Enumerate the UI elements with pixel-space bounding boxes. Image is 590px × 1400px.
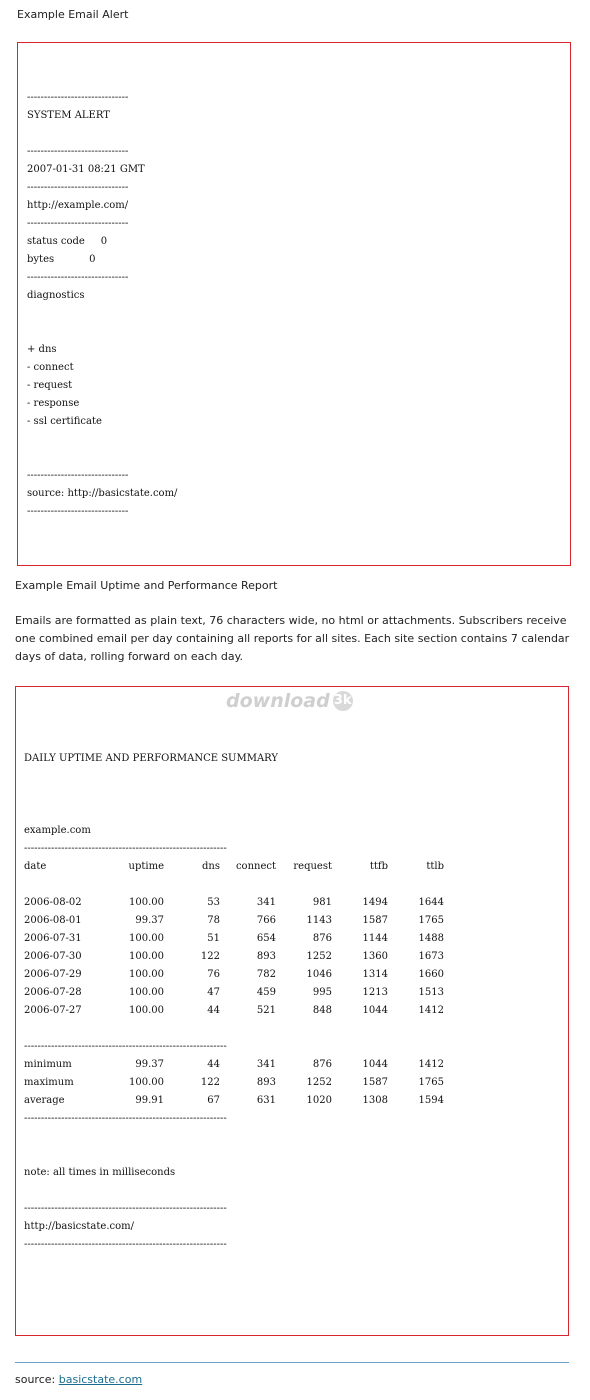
cell-request: 1020: [306, 1095, 332, 1106]
report-description: Emails are formatted as plain text, 76 characters wide, no html or attachments. Subscribers receive one combined email per day containing all reports for all sites. Each site section contains 7 calendar days of data, rolling forward on each day.: [15, 614, 570, 663]
alert-text-line: - response: [27, 398, 80, 409]
alert-text-line: [27, 125, 177, 143]
cell-date: date: [24, 861, 47, 872]
cell-ttlb: 1644: [418, 897, 444, 908]
alert-separator-line: ------------------------------: [27, 218, 129, 229]
cell-dns: 53: [207, 897, 220, 908]
cell-ttlb: 1660: [418, 969, 444, 980]
footer-url: http://basicstate.com/: [24, 1221, 134, 1232]
cell-dns: 47: [207, 987, 220, 998]
cell-connect: 782: [256, 969, 276, 980]
cell-ttfb: 1144: [362, 933, 388, 944]
report-title: DAILY UPTIME AND PERFORMANCE SUMMARY: [24, 753, 278, 764]
cell-uptime: 100.00: [129, 897, 164, 908]
alert-text-line: SYSTEM ALERT: [27, 110, 110, 121]
alert-text-line: [27, 431, 177, 449]
cell-ttlb: 1412: [418, 1059, 444, 1070]
source-link[interactable]: basicstate.com: [58, 1373, 143, 1386]
alert-separator-line: ------------------------------: [27, 92, 129, 103]
alert-text-line: + dns: [27, 344, 57, 355]
alert-heading: Example Email Alert: [17, 8, 129, 21]
cell-date: 2006-08-02: [24, 897, 82, 908]
separator-line: ------------------------------------------------------------: [24, 1239, 227, 1250]
cell-date: 2006-07-29: [24, 969, 82, 980]
cell-ttlb: ttlb: [426, 861, 444, 872]
alert-separator-line: ------------------------------: [27, 272, 129, 283]
cell-request: 1143: [306, 915, 332, 926]
watermark-text: download: [226, 690, 330, 712]
cell-dns: 78: [207, 915, 220, 926]
cell-request: 1252: [306, 951, 332, 962]
cell-connect: 766: [256, 915, 276, 926]
cell-date: 2006-08-01: [24, 915, 82, 926]
cell-ttlb: 1513: [418, 987, 444, 998]
cell-connect: 893: [256, 1077, 276, 1088]
cell-request: 1046: [306, 969, 332, 980]
cell-ttfb: 1494: [362, 897, 388, 908]
source-line: [15, 1373, 142, 1386]
cell-uptime: 100.00: [129, 951, 164, 962]
cell-ttfb: 1044: [362, 1005, 388, 1016]
cell-uptime: uptime: [128, 861, 164, 872]
separator-line: ------------------------------------------------------------: [24, 1041, 227, 1052]
source-label: source:: [15, 1373, 56, 1386]
cell-connect: 341: [256, 1059, 276, 1070]
report-heading: Example Email Uptime and Performance Report: [15, 579, 278, 592]
cell-request: 995: [312, 987, 332, 998]
cell-connect: 893: [256, 951, 276, 962]
cell-ttfb: 1314: [362, 969, 388, 980]
separator-line: ------------------------------------------------------------: [24, 1113, 227, 1124]
cell-request: 1252: [306, 1077, 332, 1088]
cell-connect: 521: [256, 1005, 276, 1016]
cell-uptime: 100.00: [129, 987, 164, 998]
cell-ttlb: 1673: [418, 951, 444, 962]
note-text: note: all times in milliseconds: [24, 1167, 176, 1178]
cell-date: 2006-07-28: [24, 987, 82, 998]
cell-uptime: 99.91: [135, 1095, 164, 1106]
cell-date: 2006-07-30: [24, 951, 82, 962]
cell-dns: 44: [207, 1005, 220, 1016]
cell-connect: 459: [256, 987, 276, 998]
cell-ttfb: 1308: [362, 1095, 388, 1106]
cell-date: minimum: [24, 1059, 72, 1070]
alert-separator-line: ------------------------------: [27, 182, 129, 193]
alert-email-body: [27, 89, 177, 521]
cell-uptime: 100.00: [129, 933, 164, 944]
cell-dns: 122: [200, 951, 220, 962]
cell-uptime: 100.00: [129, 1077, 164, 1088]
cell-dns: dns: [202, 861, 220, 872]
site-name: example.com: [24, 825, 91, 836]
cell-request: 876: [312, 1059, 332, 1070]
alert-text-line: status code 0: [27, 236, 108, 247]
cell-request: request: [293, 861, 332, 872]
alert-text-line: - request: [27, 380, 73, 391]
alert-text-line: [27, 323, 177, 341]
cell-ttlb: 1765: [418, 915, 444, 926]
cell-ttlb: 1488: [418, 933, 444, 944]
cell-ttfb: 1587: [362, 1077, 388, 1088]
watermark-badge: 3k: [333, 691, 353, 711]
cell-dns: 67: [207, 1095, 220, 1106]
cell-ttfb: 1044: [362, 1059, 388, 1070]
cell-request: 981: [312, 897, 332, 908]
cell-uptime: 99.37: [135, 915, 164, 926]
alert-text-line: source: http://basicstate.com/: [27, 488, 178, 499]
cell-dns: 51: [207, 933, 220, 944]
alert-text-line: [27, 449, 177, 467]
cell-ttlb: 1594: [418, 1095, 444, 1106]
alert-text-line: - ssl certificate: [27, 416, 102, 427]
alert-separator-line: ------------------------------: [27, 146, 129, 157]
download3k-watermark-logo: [226, 688, 366, 714]
cell-dns: 44: [207, 1059, 220, 1070]
alert-text-line: 2007-01-31 08:21 GMT: [27, 164, 145, 175]
footer-divider: [15, 1362, 569, 1363]
cell-connect: 341: [256, 897, 276, 908]
cell-date: average: [24, 1095, 65, 1106]
alert-text-line: - connect: [27, 362, 74, 373]
separator-line: ------------------------------------------------------------: [24, 1203, 227, 1214]
alert-text-line: http://example.com/: [27, 200, 129, 211]
alert-text-line: diagnostics: [27, 290, 85, 301]
separator-line: ------------------------------------------------------------: [24, 843, 227, 854]
alert-text-line: [27, 305, 177, 323]
alert-email-box: [17, 42, 571, 566]
cell-date: maximum: [24, 1077, 74, 1088]
cell-dns: 76: [207, 969, 220, 980]
cell-date: 2006-07-27: [24, 1005, 82, 1016]
alert-separator-line: ------------------------------: [27, 506, 129, 517]
alert-text-line: bytes 0: [27, 254, 96, 265]
cell-ttlb: 1765: [418, 1077, 444, 1088]
cell-ttfb: 1587: [362, 915, 388, 926]
cell-uptime: 100.00: [129, 969, 164, 980]
cell-date: 2006-07-31: [24, 933, 82, 944]
cell-uptime: 99.37: [135, 1059, 164, 1070]
cell-ttfb: 1213: [362, 987, 388, 998]
cell-ttfb: ttfb: [369, 861, 388, 872]
cell-connect: 654: [256, 933, 276, 944]
cell-ttlb: 1412: [418, 1005, 444, 1016]
alert-separator-line: ------------------------------: [27, 470, 129, 481]
cell-request: 848: [312, 1005, 332, 1016]
cell-connect: connect: [235, 861, 276, 872]
cell-uptime: 100.00: [129, 1005, 164, 1016]
cell-connect: 631: [256, 1095, 276, 1106]
cell-dns: 122: [200, 1077, 220, 1088]
cell-request: 876: [312, 933, 332, 944]
cell-ttfb: 1360: [362, 951, 388, 962]
